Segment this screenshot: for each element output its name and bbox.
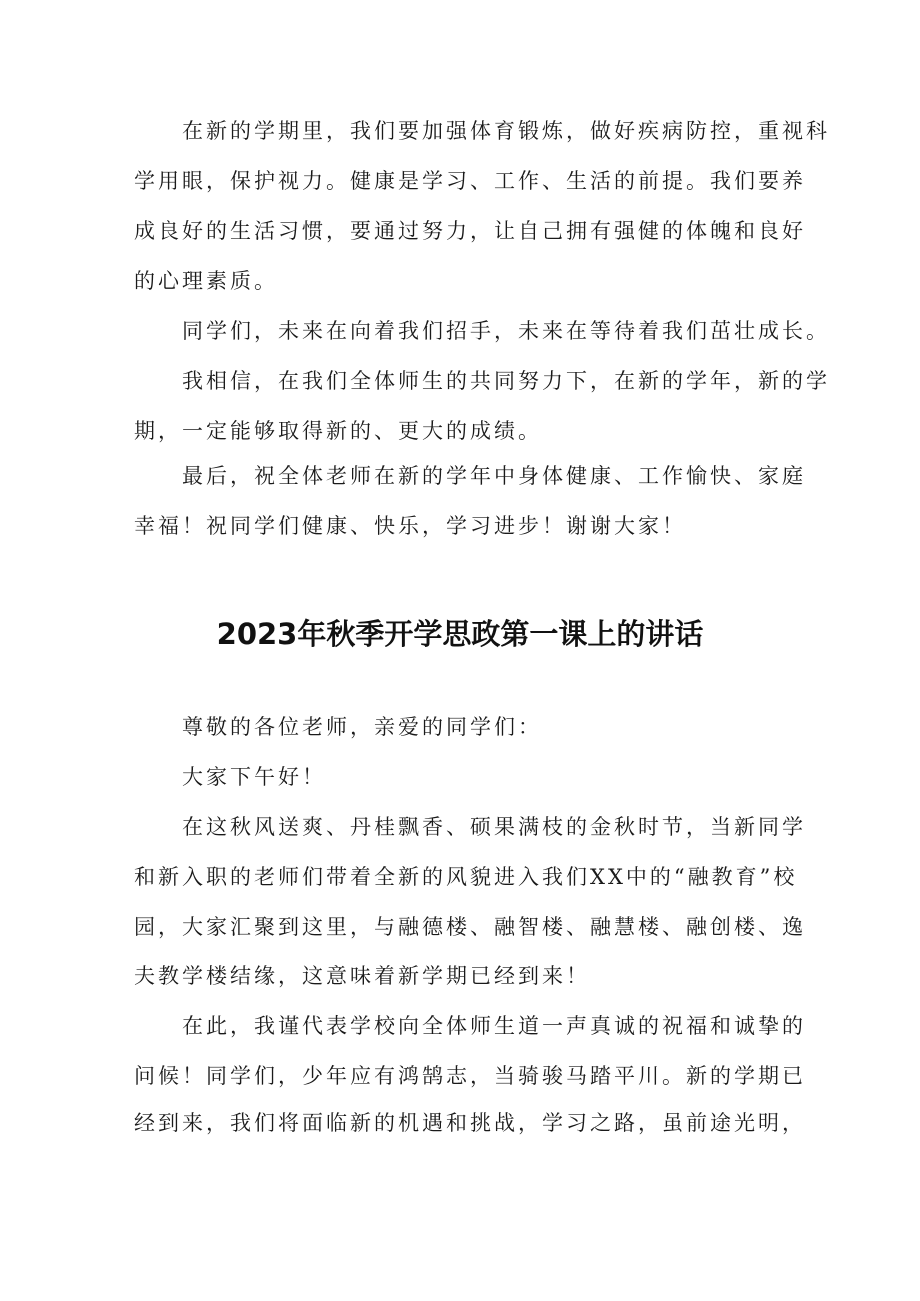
text-line: 幸福！祝同学们健康、快乐，学习进步！谢谢大家！: [134, 514, 686, 538]
text-line: 在此，我谨代表学校向全体师生道一声真诚的祝福和诚挚的: [182, 1014, 806, 1038]
text-line: 园，大家汇聚到这里，与融德楼、融智楼、融慧楼、融创楼、逸: [134, 915, 806, 939]
text-line: 和新入职的老师们带着全新的风貌进入我们XX中的“融教育”校: [134, 865, 798, 889]
text-line: 期，一定能够取得新的、更大的成绩。: [134, 419, 542, 443]
text-line: 我相信，在我们全体师生的共同努力下，在新的学年，新的学: [182, 369, 830, 393]
text-line: 尊敬的各位老师，亲爱的同学们：: [182, 715, 542, 739]
page-title: 2023年秋季开学思政第一课上的讲话: [216, 617, 704, 651]
text-line: 大家下午好！: [182, 765, 326, 789]
text-line: 在新的学期里，我们要加强体育锻炼，做好疾病防控，重视科: [182, 119, 830, 143]
text-line: 同学们，未来在向着我们招手，未来在等待着我们茁壮成长。: [182, 319, 830, 343]
text-line: 学用眼，保护视力。健康是学习、工作、生活的前提。我们要养: [134, 169, 806, 193]
text-line: 最后，祝全体老师在新的学年中身体健康、工作愉快、家庭: [182, 464, 806, 488]
text-line: 的心理素质。: [134, 269, 278, 293]
text-line: 在这秋风送爽、丹桂飘香、硕果满枝的金秋时节，当新同学: [182, 815, 806, 839]
text-line: 经到来，我们将面临新的机遇和挑战，学习之路，虽前途光明，: [134, 1111, 806, 1135]
text-line: 夫教学楼结缘，这意味着新学期已经到来！: [134, 964, 590, 988]
text-line: 成良好的生活习惯，要通过努力，让自己拥有强健的体魄和良好: [134, 219, 806, 243]
text-line: 问候！同学们，少年应有鸿鹄志，当骑骏马踏平川。新的学期已: [134, 1064, 806, 1088]
